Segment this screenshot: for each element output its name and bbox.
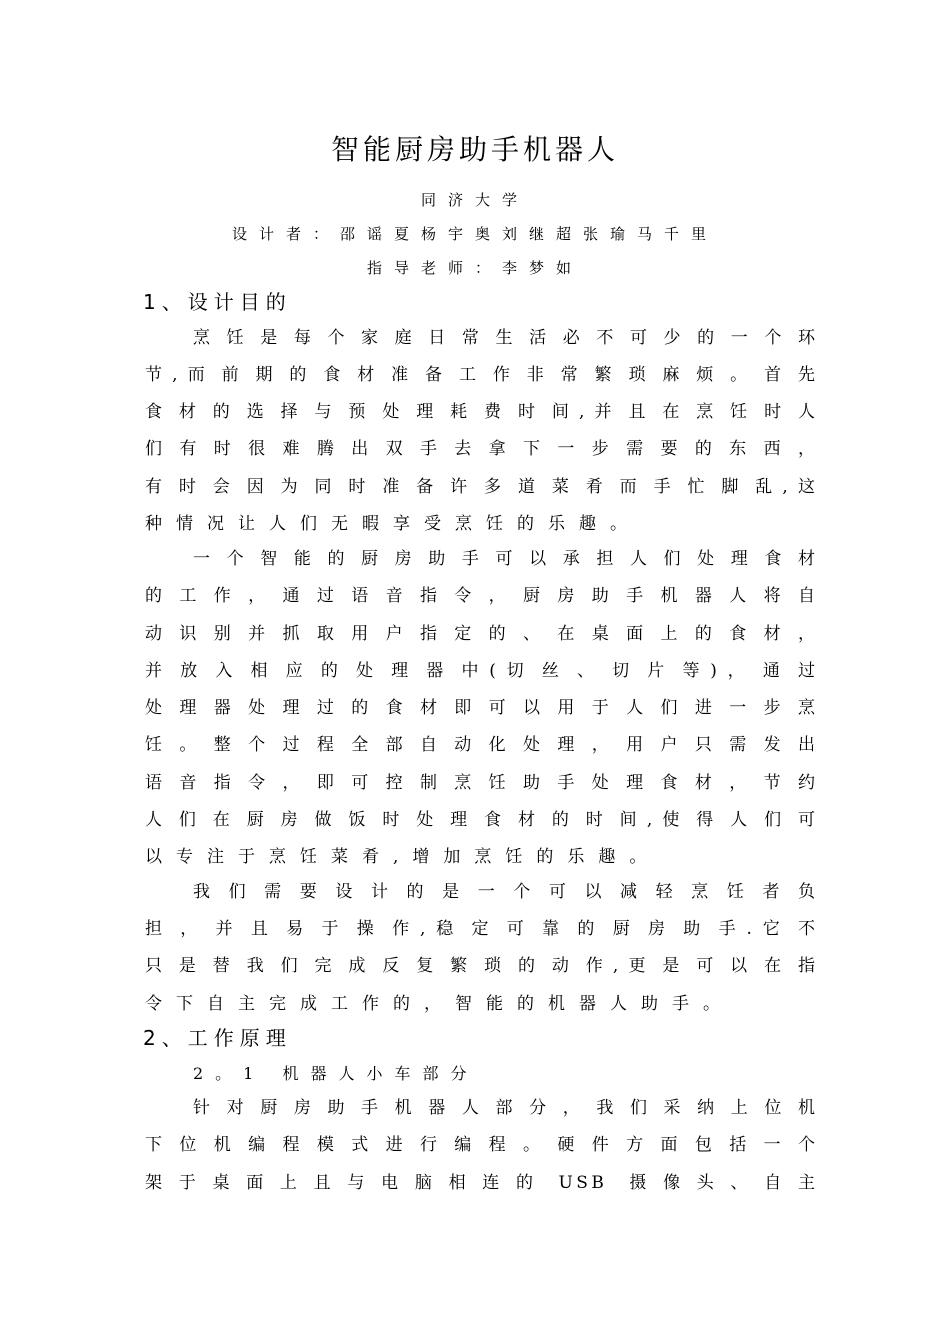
subsection-heading: 2。1 机器人小车部分 [193,1064,479,1083]
paragraph-line: 人 们 在 厨 房 做 饭 时 处 理 食 材 的 时 间 , 使 得 人 们 可 [145,810,815,830]
paragraph-line: 动 识 别 并 抓 取 用 户 指 定 的 、 在 桌 面 上 的 食 材 ， [145,624,815,644]
paragraph-line: 处 理 器 处 理 过 的 食 材 即 可 以 用 于 人 们 进 一 步 烹 [145,698,815,718]
paragraph-line: 的 工 作 ， 通 过 语 音 指 令 ， 厨 房 助 手 机 器 人 将 自 [145,586,815,606]
paragraph-line: 下 位 机 编 程 模 式 进 行 编 程 。 硬 件 方 面 包 括 一 个 [145,1135,815,1155]
paragraph-line: 针 对 厨 房 助 手 机 器 人 部 分 ， 我 们 采 纳 上 位 机 [193,1098,815,1118]
paragraph-line: 令下自主完成工作的，智能的机器人助手。 [145,994,734,1014]
paragraph-line: 语 音 指 令 ， 即 可 控 制 烹 饪 助 手 处 理 食 材 ， 节 约 [145,773,815,793]
paragraph-line: 烹 饪 是 每 个 家 庭 日 常 生 活 必 不 可 少 的 一 个 环 [193,328,815,348]
paragraph-line: 种情况让人们无暇享受烹饪的乐趣。 [145,514,641,534]
paragraph-line: 架 于 桌 面 上 且 与 电 脑 相 连 的 U S B 摄 像 头 、 自 主 [145,1173,815,1193]
paragraph-line: 食 材 的 选 择 与 预 处 理 耗 费 时 间 , 并 且 在 烹 饪 时 人 [145,402,815,422]
section-2-heading: 2、工作原理 [143,1026,292,1050]
document-title: 智能厨房助手机器人 [330,133,619,166]
paragraph-line: 节 , 而 前 期 的 食 材 准 备 工 作 非 常 繁 琐 麻 烦 。 首 先 [145,365,815,385]
paragraph-line: 有 时 会 因 为 同 时 准 备 许 多 道 菜 肴 而 手 忙 脚 乱 , 这 [145,477,815,497]
designers-line: 设计者：邵谣夏杨宇奥刘继超张瑜马千里 [231,225,718,243]
paragraph-line: 只 是 替 我 们 完 成 反 复 繁 琐 的 动 作 , 更 是 可 以 在 指 [145,956,815,976]
paragraph-line: 以专注于烹饪菜肴,增加烹饪的乐趣。 [145,847,661,867]
paragraph-line: 们 有 时 很 难 腾 出 双 手 去 拿 下 一 步 需 要 的 东 西 ， [145,439,815,459]
paragraph-line: 一 个 智 能 的 厨 房 助 手 可 以 承 担 人 们 处 理 食 材 [193,549,815,569]
section-1-heading: 1、设计目的 [143,290,292,314]
advisor-line: 指导老师：李梦如 [366,259,583,277]
university-name: 同济大学 [420,191,529,209]
paragraph-line: 担 ， 并 且 易 于 操 作 , 稳 定 可 靠 的 厨 房 助 手 . 它 不 [145,919,815,939]
paragraph-line: 饪 。 整 个 过 程 全 部 自 动 化 处 理 ， 用 户 只 需 发 出 [145,735,815,755]
paragraph-line: 我 们 需 要 设 计 的 是 一 个 可 以 减 轻 烹 饪 者 负 [193,882,815,902]
paragraph-line: 并 放 入 相 应 的 处 理 器 中 ( 切 丝 、 切 片 等 ) ， 通 过 [145,661,815,681]
